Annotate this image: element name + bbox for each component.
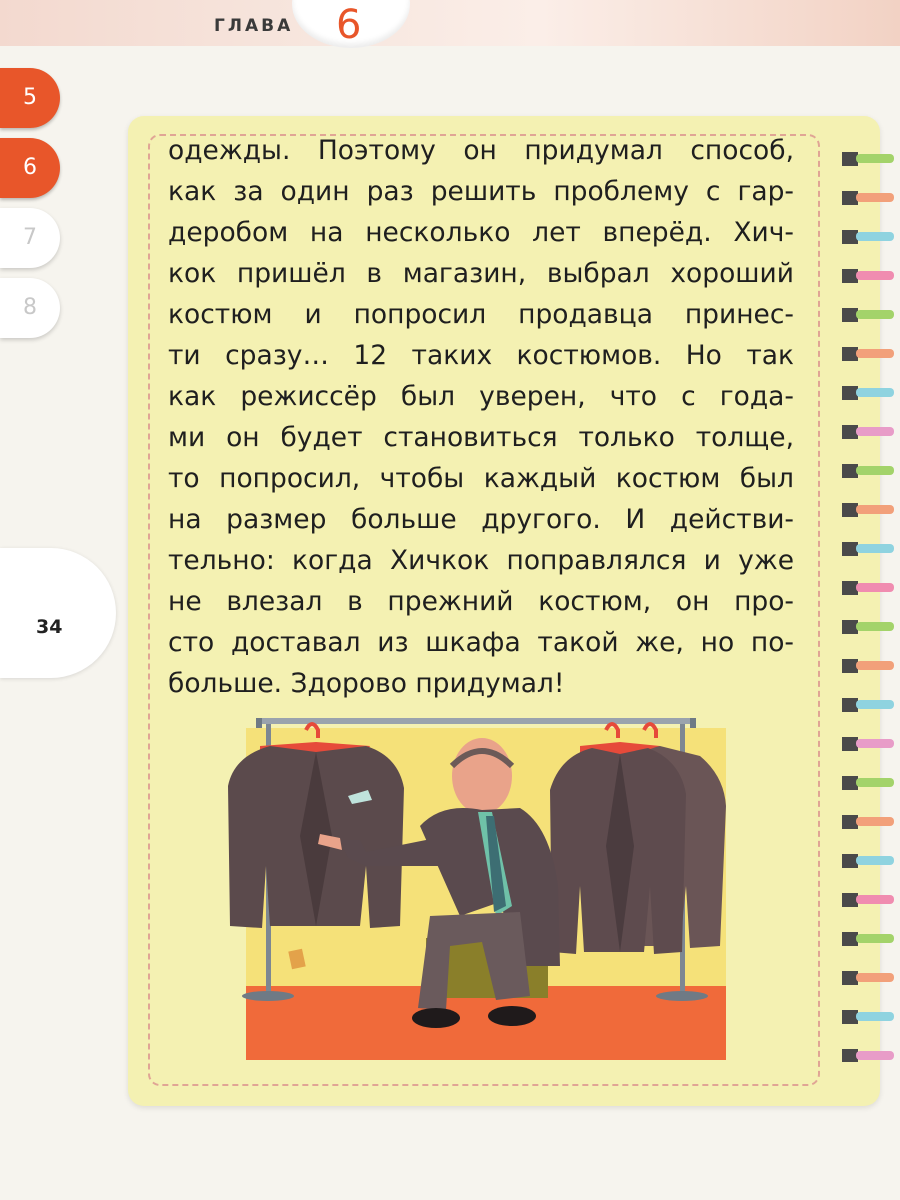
binding-ring <box>856 895 894 904</box>
binding-hole <box>842 542 858 556</box>
text-line: костюм и попросил продавца принес- <box>168 299 794 330</box>
spiral-binding-icon <box>836 142 900 1062</box>
chapter-tab-5[interactable] <box>0 68 60 128</box>
man-with-suits-illustration <box>220 716 760 1060</box>
top-header-band <box>0 0 900 46</box>
binding-ring <box>856 778 894 787</box>
binding-hole <box>842 815 858 829</box>
chapter-tab-label: 6 <box>23 155 37 180</box>
text-line: то попросил, чтобы каждый костюм был <box>168 463 794 494</box>
text-line: как режиссёр был уверен, что с года- <box>168 381 794 412</box>
binding-hole <box>842 269 858 283</box>
binding-hole <box>842 386 858 400</box>
binding-hole <box>842 425 858 439</box>
binding-ring <box>856 310 894 319</box>
text-line: не влезал в прежний костюм, он про- <box>168 586 794 617</box>
binding-hole <box>842 620 858 634</box>
body-text <box>168 130 794 704</box>
binding-hole <box>842 776 858 790</box>
text-line: сто доставал из шкафа такой же, но по- <box>168 627 794 658</box>
binding-ring <box>856 232 894 241</box>
binding-hole <box>842 659 858 673</box>
text-line: на размер больше другого. И действи- <box>168 504 794 535</box>
binding-ring <box>856 466 894 475</box>
binding-hole <box>842 737 858 751</box>
text-line: как за один раз решить проблему с гар- <box>168 176 794 207</box>
binding-hole <box>842 971 858 985</box>
binding-hole <box>842 893 858 907</box>
text-line: ми он будет становиться только толще, <box>168 422 794 453</box>
chapter-number: 6 <box>336 2 362 48</box>
binding-hole <box>842 191 858 205</box>
binding-ring <box>856 856 894 865</box>
binding-ring <box>856 934 894 943</box>
binding-ring <box>856 193 894 202</box>
text-line: кок пришёл в магазин, выбрал хороший <box>168 258 794 289</box>
binding-hole <box>842 932 858 946</box>
binding-ring <box>856 544 894 553</box>
binding-ring <box>856 1012 894 1021</box>
binding-hole <box>842 152 858 166</box>
binding-hole <box>842 230 858 244</box>
binding-ring <box>856 271 894 280</box>
binding-ring <box>856 700 894 709</box>
binding-hole <box>842 464 858 478</box>
text-line: ти сразу… 12 таких костюмов. Но так <box>168 340 794 371</box>
binding-hole <box>842 1010 858 1024</box>
page-number: 34 <box>36 616 63 638</box>
chapter-tab-8[interactable] <box>0 278 60 338</box>
binding-ring <box>856 622 894 631</box>
text-line: деробом на несколько лет вперёд. Хич- <box>168 217 794 248</box>
chapter-tab-6[interactable] <box>0 138 60 198</box>
binding-hole <box>842 698 858 712</box>
binding-ring <box>856 817 894 826</box>
chapter-tab-label: 7 <box>23 225 37 250</box>
chapter-tab-label: 5 <box>23 85 37 110</box>
binding-ring <box>856 739 894 748</box>
binding-hole <box>842 308 858 322</box>
binding-hole <box>842 347 858 361</box>
page-number-tab <box>0 548 116 678</box>
binding-ring <box>856 505 894 514</box>
chapter-tab-label: 8 <box>23 295 37 320</box>
text-line: тельно: когда Хичкок поправлялся и уже <box>168 545 794 576</box>
binding-hole <box>842 581 858 595</box>
binding-ring <box>856 661 894 670</box>
binding-ring <box>856 973 894 982</box>
right-suit-jackets-icon <box>550 724 726 954</box>
binding-ring <box>856 388 894 397</box>
binding-hole <box>842 854 858 868</box>
binding-ring <box>856 427 894 436</box>
binding-ring <box>856 154 894 163</box>
binding-ring <box>856 1051 894 1060</box>
text-line: одежды. Поэтому он придумал способ, <box>168 135 794 166</box>
binding-ring <box>856 349 894 358</box>
chapter-tab-7[interactable] <box>0 208 60 268</box>
binding-hole <box>842 503 858 517</box>
binding-ring <box>856 583 894 592</box>
chapter-label: ГЛАВА <box>214 16 294 36</box>
text-line: больше. Здорово придумал! <box>168 668 565 699</box>
binding-hole <box>842 1049 858 1062</box>
